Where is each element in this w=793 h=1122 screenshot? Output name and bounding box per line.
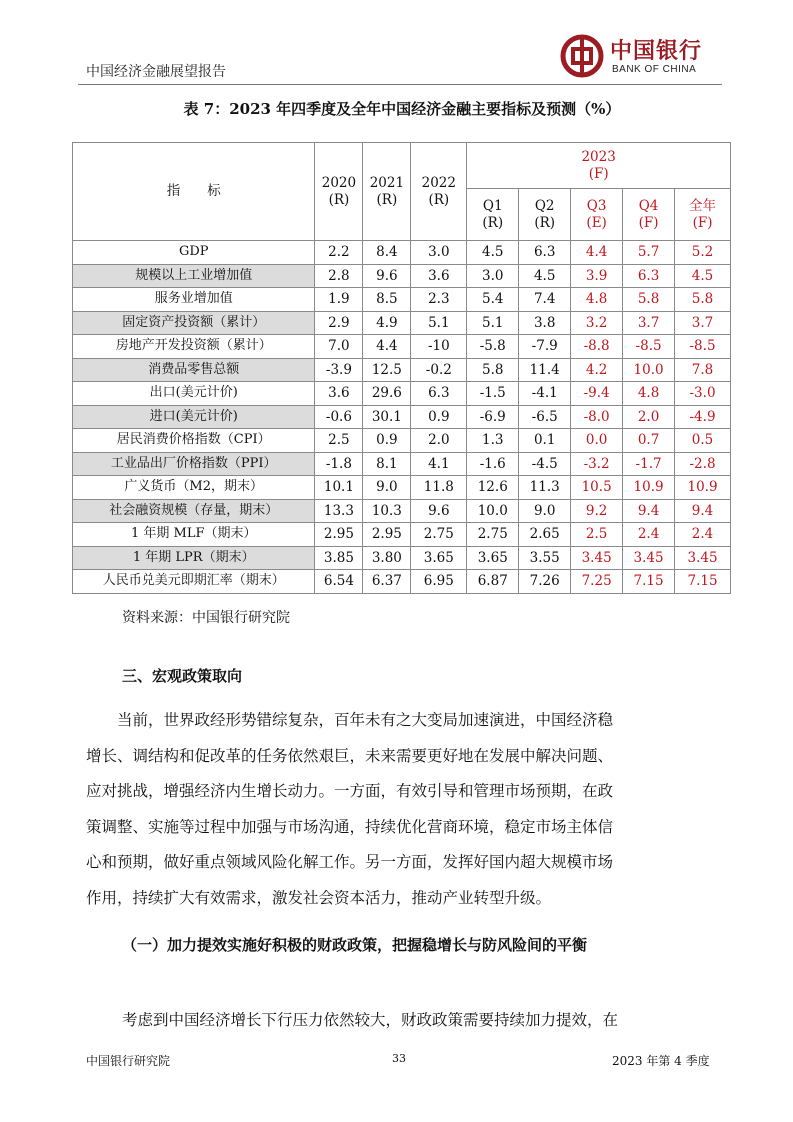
indicator-value: -4.1 — [519, 382, 571, 406]
indicator-value: 4.1 — [411, 452, 467, 476]
indicator-value: 7.15 — [675, 570, 731, 594]
indicator-name: 进口(美元计价) — [73, 405, 315, 429]
indicator-name: 人民币兑美元即期汇率（期末） — [73, 570, 315, 594]
header-q1-note: (R) — [482, 214, 504, 231]
indicator-value: 6.3 — [623, 264, 675, 288]
header-full-year — [675, 189, 731, 241]
table-body — [73, 241, 731, 594]
indicator-value: 5.8 — [467, 358, 519, 382]
header-2022-year: 2022 — [421, 175, 456, 192]
indicator-value: 2.95 — [363, 523, 411, 547]
indicator-value: -0.2 — [411, 358, 467, 382]
indicator-value: -4.5 — [519, 452, 571, 476]
indicator-value: 2.0 — [623, 405, 675, 429]
subsection-heading: （一）加力提效实施好积极的财政政策，把握稳增长与防风险间的平衡 — [122, 936, 588, 954]
indicator-value: -4.9 — [675, 405, 731, 429]
indicator-value: 2.95 — [315, 523, 363, 547]
indicator-name: 1 年期 LPR（期末） — [73, 546, 315, 570]
header-2021-year: 2021 — [369, 175, 405, 192]
indicator-value: 30.1 — [363, 405, 411, 429]
indicator-value: 0.9 — [363, 429, 411, 453]
indicator-value: 10.9 — [675, 476, 731, 500]
paragraph-line: 策调整、实施等过程中加强与市场沟通，持续优化营商环境，稳定市场主体信 — [86, 817, 614, 836]
indicator-table — [72, 142, 731, 594]
header-2022 — [411, 143, 467, 241]
indicator-value: -8.0 — [571, 405, 623, 429]
header-q3-label: Q3 — [586, 198, 607, 215]
indicator-value: 9.6 — [411, 499, 467, 523]
indicator-value: 3.6 — [315, 382, 363, 406]
header-2023 — [467, 143, 731, 189]
indicator-value: 11.8 — [411, 476, 467, 500]
indicator-value: 2.4 — [675, 523, 731, 547]
indicator-value: 12.5 — [363, 358, 411, 382]
header-2023-year: 2023 — [581, 149, 616, 166]
indicator-value: 5.1 — [467, 311, 519, 335]
indicator-value: 5.4 — [467, 288, 519, 312]
header-2021 — [363, 143, 411, 241]
indicator-value: 1.9 — [315, 288, 363, 312]
indicator-value: 5.7 — [623, 241, 675, 265]
header-2022-note: (R) — [428, 191, 450, 208]
indicator-value: 8.5 — [363, 288, 411, 312]
table-row — [73, 570, 731, 594]
indicator-value: 7.15 — [623, 570, 675, 594]
header-q2 — [519, 189, 571, 241]
indicator-value: -6.5 — [519, 405, 571, 429]
logo-chinese-name: 中国银行 — [610, 38, 703, 64]
indicator-value: 9.6 — [363, 264, 411, 288]
indicator-value: 0.1 — [519, 429, 571, 453]
header-q4 — [623, 189, 675, 241]
indicator-value: 10.5 — [571, 476, 623, 500]
indicator-value: -8.5 — [675, 335, 731, 359]
indicator-value: 4.4 — [363, 335, 411, 359]
indicator-value: 3.8 — [519, 311, 571, 335]
header-q2-label: Q2 — [534, 198, 555, 215]
indicator-value: 7.25 — [571, 570, 623, 594]
indicator-value: 8.4 — [363, 241, 411, 265]
table-row — [73, 452, 731, 476]
indicator-value: 6.87 — [467, 570, 519, 594]
indicator-value: -10 — [411, 335, 467, 359]
indicator-name: 社会融资规模（存量，期末） — [73, 499, 315, 523]
header-2021-note: (R) — [376, 191, 398, 208]
footer-period: 2023 年第 4 季度 — [612, 1054, 710, 1068]
indicator-value: 7.4 — [519, 288, 571, 312]
indicator-value: 6.3 — [519, 241, 571, 265]
indicator-name: 工业品出厂价格指数（PPI） — [73, 452, 315, 476]
indicator-value: 2.75 — [411, 523, 467, 547]
indicator-value: 3.0 — [411, 241, 467, 265]
indicator-value: 3.7 — [623, 311, 675, 335]
body-paragraph-2: 考虑到中国经济增长下行压力依然较大，财政政策需要持续加力提效，在 — [122, 1011, 619, 1029]
table-row — [73, 358, 731, 382]
header-q1 — [467, 189, 519, 241]
indicator-name: 广义货币（M2，期末） — [73, 476, 315, 500]
indicator-value: 2.4 — [623, 523, 675, 547]
header-2020-year: 2020 — [321, 175, 357, 192]
indicator-value: 2.65 — [519, 523, 571, 547]
body-paragraph — [86, 703, 722, 916]
table-row — [73, 523, 731, 547]
indicator-value: 0.5 — [675, 429, 731, 453]
indicator-value: -8.5 — [623, 335, 675, 359]
table-row — [73, 264, 731, 288]
indicator-value: 7.8 — [675, 358, 731, 382]
indicator-name: 规模以上工业增加值 — [73, 264, 315, 288]
indicator-value: 10.0 — [467, 499, 519, 523]
header-full-year-note: (F) — [692, 214, 713, 231]
indicator-value: -1.7 — [623, 452, 675, 476]
indicator-value: 29.6 — [363, 382, 411, 406]
indicator-value: -1.6 — [467, 452, 519, 476]
table-row — [73, 288, 731, 312]
table-header-row — [73, 143, 731, 189]
table-row — [73, 335, 731, 359]
indicator-value: 6.37 — [363, 570, 411, 594]
indicator-value: -6.9 — [467, 405, 519, 429]
header-2023-note: (F) — [588, 165, 609, 182]
indicator-value: -9.4 — [571, 382, 623, 406]
indicator-value: 3.65 — [467, 546, 519, 570]
indicator-value: -0.6 — [315, 405, 363, 429]
indicator-value: 4.9 — [363, 311, 411, 335]
table-row — [73, 476, 731, 500]
paragraph-line: 作用，持续扩大有效需求，激发社会资本活力，推动产业转型升级。 — [86, 888, 552, 907]
indicator-value: 3.55 — [519, 546, 571, 570]
indicator-name: 出口(美元计价) — [73, 382, 315, 406]
indicator-value: 4.2 — [571, 358, 623, 382]
indicator-value: 6.3 — [411, 382, 467, 406]
paragraph-line: 应对挑战，增强经济内生增长动力。一方面，有效引导和管理市场预期，在政 — [86, 782, 614, 800]
table-row — [73, 546, 731, 570]
table-source: 资料来源：中国银行研究院 — [122, 610, 290, 626]
header-q3-note: (E) — [586, 214, 607, 231]
indicator-value: 2.5 — [315, 429, 363, 453]
indicator-name: 服务业增加值 — [73, 288, 315, 312]
indicator-value: 8.1 — [363, 452, 411, 476]
table-row — [73, 405, 731, 429]
indicator-value: 6.95 — [411, 570, 467, 594]
header-q1-label: Q1 — [482, 198, 503, 215]
indicator-value: 2.9 — [315, 311, 363, 335]
indicator-value: 4.5 — [467, 241, 519, 265]
indicator-value: 2.0 — [411, 429, 467, 453]
indicator-name: 固定资产投资额（累计） — [73, 311, 315, 335]
indicator-name: GDP — [73, 241, 315, 265]
indicator-name: 房地产开发投资额（累计） — [73, 335, 315, 359]
indicator-value: 9.0 — [519, 499, 571, 523]
header-full-year-label: 全年 — [689, 198, 717, 215]
indicator-value: 10.3 — [363, 499, 411, 523]
indicator-value: 4.8 — [571, 288, 623, 312]
report-title: 中国经济金融展望报告 — [86, 64, 226, 80]
indicator-value: 4.8 — [623, 382, 675, 406]
header-q2-note: (R) — [534, 214, 556, 231]
indicator-value: 7.26 — [519, 570, 571, 594]
bank-of-china-emblem-icon — [560, 34, 604, 78]
table-row — [73, 382, 731, 406]
indicator-value: 2.3 — [411, 288, 467, 312]
indicator-value: 2.8 — [315, 264, 363, 288]
indicator-value: 10.0 — [623, 358, 675, 382]
indicator-value: 5.8 — [623, 288, 675, 312]
indicator-value: 2.5 — [571, 523, 623, 547]
indicator-value: 4.5 — [675, 264, 731, 288]
section-heading: 三、宏观政策取向 — [122, 667, 243, 685]
indicator-value: 9.4 — [675, 499, 731, 523]
indicator-value: 3.0 — [467, 264, 519, 288]
table-row — [73, 499, 731, 523]
indicator-value: 3.65 — [411, 546, 467, 570]
indicator-value: 12.6 — [467, 476, 519, 500]
indicator-value: 2.2 — [315, 241, 363, 265]
indicator-value: -2.8 — [675, 452, 731, 476]
indicator-value: 3.45 — [675, 546, 731, 570]
indicator-value: 9.0 — [363, 476, 411, 500]
indicator-value: 5.1 — [411, 311, 467, 335]
header-q4-label: Q4 — [638, 198, 659, 215]
indicator-value: 4.5 — [519, 264, 571, 288]
indicator-value: 3.7 — [675, 311, 731, 335]
indicator-value: 0.7 — [623, 429, 675, 453]
indicator-value: 5.8 — [675, 288, 731, 312]
indicator-value: 2.75 — [467, 523, 519, 547]
indicator-value: 3.80 — [363, 546, 411, 570]
indicator-value: 1.3 — [467, 429, 519, 453]
table-row — [73, 429, 731, 453]
indicator-value: 3.85 — [315, 546, 363, 570]
header-q3 — [571, 189, 623, 241]
indicator-value: 9.2 — [571, 499, 623, 523]
indicator-value: 3.2 — [571, 311, 623, 335]
header-divider — [78, 84, 722, 85]
header-2020 — [315, 143, 363, 241]
indicator-name: 居民消费价格指数（CPI） — [73, 429, 315, 453]
indicator-value: -3.9 — [315, 358, 363, 382]
indicator-value: 11.4 — [519, 358, 571, 382]
indicator-value: -8.8 — [571, 335, 623, 359]
paragraph-line: 心和预期，做好重点领域风险化解工作。另一方面，发挥好国内超大规模市场 — [86, 853, 614, 871]
header-2020-note: (R) — [328, 191, 350, 208]
indicator-value: 3.9 — [571, 264, 623, 288]
header-indicator: 指 标 — [73, 143, 315, 241]
indicator-value: 10.9 — [623, 476, 675, 500]
indicator-value: 4.4 — [571, 241, 623, 265]
indicator-value: 13.3 — [315, 499, 363, 523]
indicator-value: 3.45 — [623, 546, 675, 570]
indicator-value: 6.54 — [315, 570, 363, 594]
indicator-value: 11.3 — [519, 476, 571, 500]
table-title: 表 7：2023 年四季度及全年中国经济金融主要指标及预测（%） — [183, 100, 621, 118]
footer-publisher: 中国银行研究院 — [86, 1054, 171, 1068]
paragraph-line: 当前，世界政经形势错综复杂，百年未有之大变局加速演进，中国经济稳 — [117, 711, 614, 729]
table-row — [73, 311, 731, 335]
indicator-value: 10.1 — [315, 476, 363, 500]
paragraph-line: 增长、调结构和促改革的任务依然艰巨，未来需要更好地在发展中解决问题、 — [86, 746, 614, 765]
header-q4-note: (F) — [638, 214, 659, 231]
indicator-value: 3.6 — [411, 264, 467, 288]
page-number: 33 — [392, 1052, 406, 1065]
indicator-value: -1.8 — [315, 452, 363, 476]
indicator-value: 5.2 — [675, 241, 731, 265]
table-row — [73, 241, 731, 265]
indicator-value: -3.2 — [571, 452, 623, 476]
indicator-value: -5.8 — [467, 335, 519, 359]
indicator-value: 3.45 — [571, 546, 623, 570]
indicator-value: 0.0 — [571, 429, 623, 453]
indicator-value: 7.0 — [315, 335, 363, 359]
indicator-value: 0.9 — [411, 405, 467, 429]
indicator-name: 1 年期 MLF（期末） — [73, 523, 315, 547]
indicator-value: -3.0 — [675, 382, 731, 406]
indicator-value: -1.5 — [467, 382, 519, 406]
indicator-value: -7.9 — [519, 335, 571, 359]
indicator-value: 9.4 — [623, 499, 675, 523]
indicator-name: 消费品零售总额 — [73, 358, 315, 382]
logo-english-name: BANK OF CHINA — [612, 64, 697, 75]
bank-logo — [560, 30, 720, 82]
